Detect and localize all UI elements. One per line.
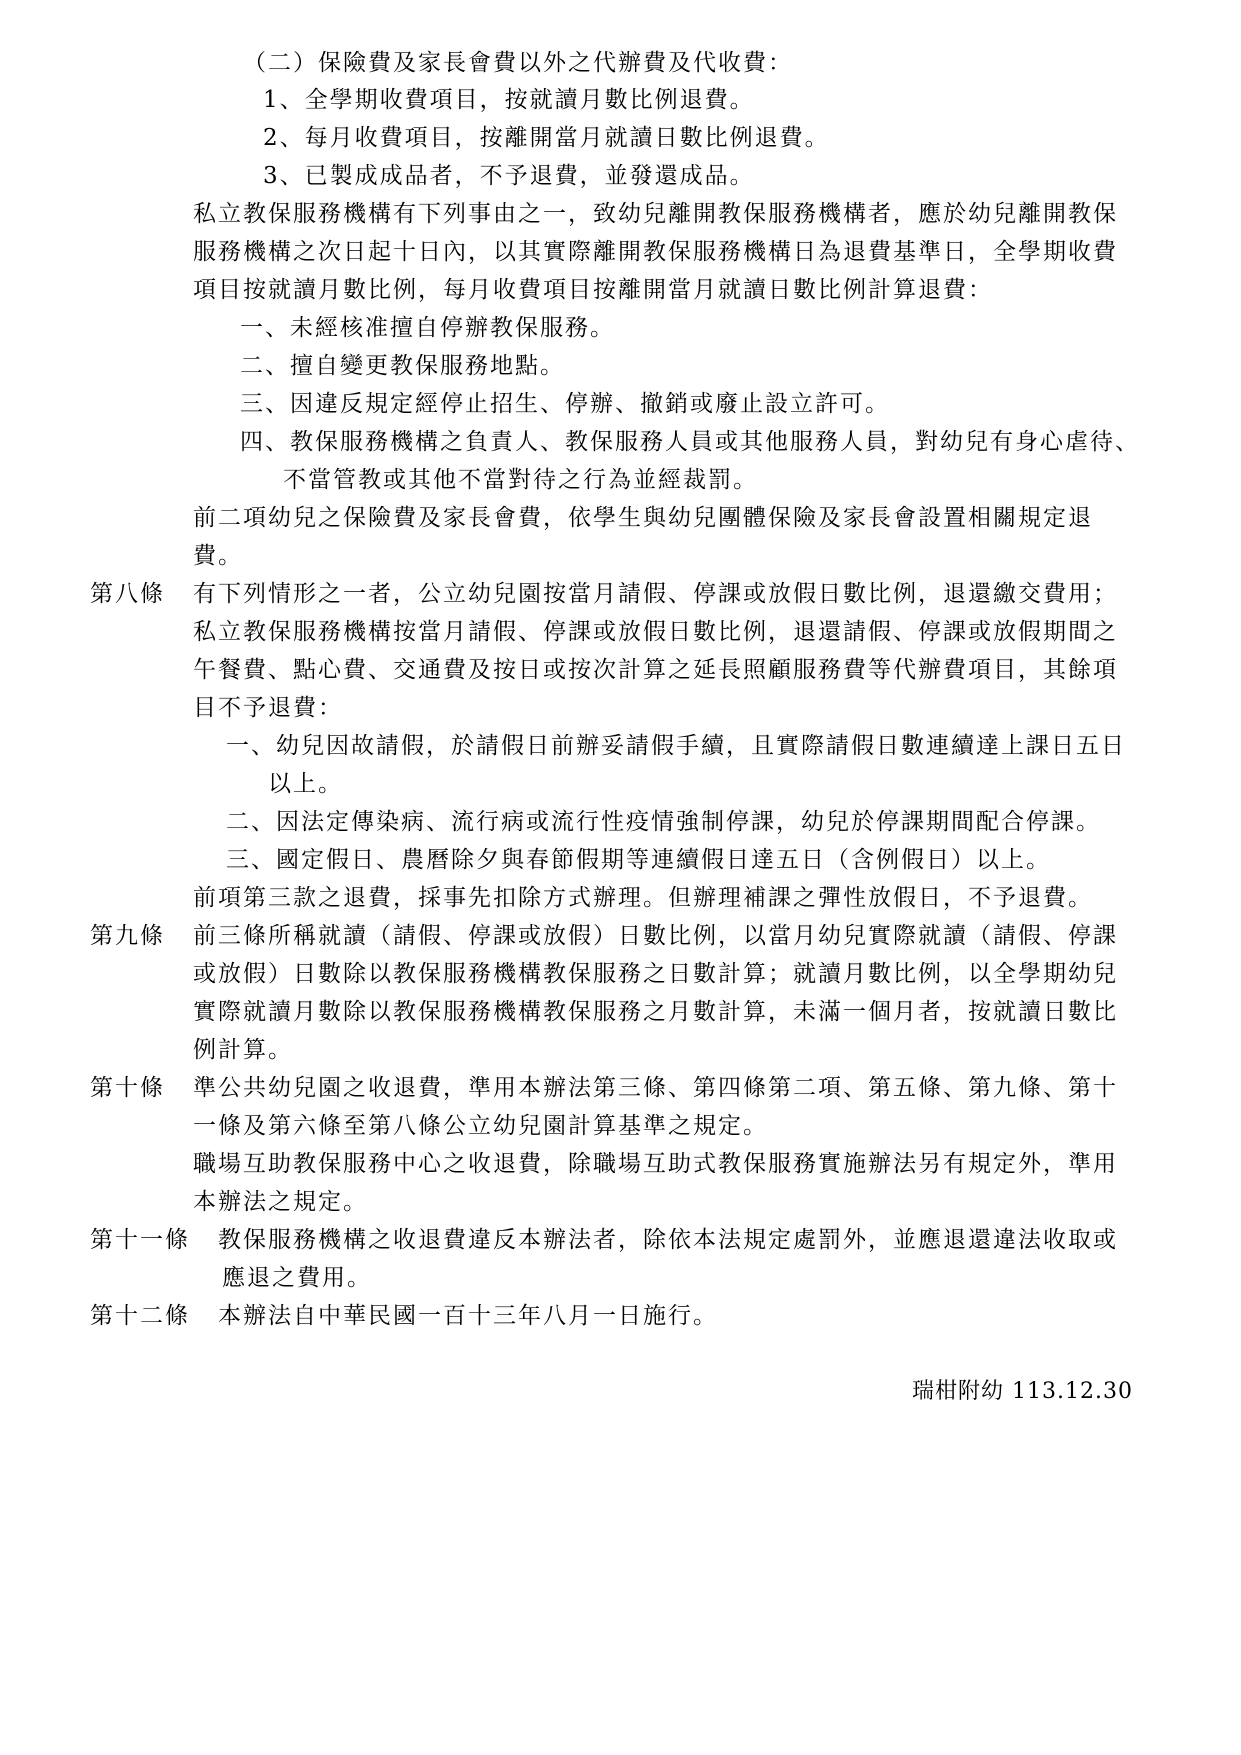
article-9-label: 第九條: [90, 923, 165, 949]
article-8-line: 目不予退費：: [193, 695, 343, 721]
subsection-item-1: 1、全學期收費項目，按就讀月數比例退費。: [263, 87, 755, 113]
paragraph-line: 服務機構之次日起十日內，以其實際離開教保服務機構日為退費基準日，全學期收費: [193, 239, 1118, 265]
article-12-label: 第十二條: [90, 1303, 190, 1329]
article-9-line: 實際就讀月數除以教保服務機構教保服務之月數計算，未滿一個月者，按就讀日數比: [193, 999, 1118, 1025]
article-8-line: 私立教保服務機構按當月請假、停課或放假日數比例，退還請假、停課或放假期間之: [193, 619, 1118, 645]
list-item: 四、教保服務機構之負責人、教保服務人員或其他服務人員，對幼兒有身心虐待、: [240, 429, 1140, 455]
paragraph-line: 前二項幼兒之保險費及家長會費，依學生與幼兒團體保險及家長會設置相關規定退: [193, 505, 1093, 531]
subsection-item-2: 2、每月收費項目，按離開當月就讀日數比例退費。: [263, 125, 830, 151]
article-8-line: 午餐費、點心費、交通費及按日或按次計算之延長照顧服務費等代辦費項目，其餘項: [193, 657, 1118, 683]
list-item: 二、擅自變更教保服務地點。: [240, 353, 565, 379]
article-9-line: 前三條所稱就讀（請假、停課或放假）日數比例，以當月幼兒實際就讀（請假、停課: [193, 923, 1118, 949]
article-11-line: 教保服務機構之收退費違反本辦法者，除依本法規定處罰外，並應退還違法收取或: [218, 1227, 1118, 1253]
article-10-line: 職場互助教保服務中心之收退費，除職場互助式教保服務實施辦法另有規定外，準用: [193, 1151, 1118, 1177]
paragraph-line: 私立教保服務機構有下列事由之一，致幼兒離開教保服務機構者，應於幼兒離開教保: [193, 201, 1118, 227]
article-11-line: 應退之費用。: [222, 1265, 372, 1291]
article-10-line: 準公共幼兒園之收退費，準用本辦法第三條、第四條第二項、第五條、第九條、第十: [193, 1075, 1118, 1101]
paragraph-line: 前項第三款之退費，採事先扣除方式辦理。但辦理補課之彈性放假日，不予退費。: [193, 885, 1093, 911]
footer-signature: 瑞柑附幼 113.12.30: [912, 1379, 1133, 1404]
subsection-item-3: 3、已製成成品者，不予退費，並發還成品。: [263, 163, 755, 189]
paragraph-line: 項目按就讀月數比例，每月收費項目按離開當月就讀日數比例計算退費：: [193, 277, 993, 303]
article-8-line: 有下列情形之一者，公立幼兒園按當月請假、停課或放假日數比例，退還繳交費用；: [193, 581, 1118, 607]
article-10-label: 第十條: [90, 1075, 165, 1101]
subsection-2-heading: （二）保險費及家長會費以外之代辦費及代收費：: [243, 50, 793, 76]
article-9-line: 或放假）日數除以教保服務機構教保服務之日數計算；就讀月數比例，以全學期幼兒: [193, 961, 1118, 987]
list-item: 一、未經核准擅自停辦教保服務。: [240, 315, 615, 341]
list-item: 二、因法定傳染病、流行病或流行性疫情強制停課，幼兒於停課期間配合停課。: [226, 809, 1101, 835]
list-item-continuation: 不當管教或其他不當對待之行為並經裁罰。: [283, 467, 758, 493]
list-item-continuation: 以上。: [268, 771, 343, 797]
list-item: 三、國定假日、農曆除夕與春節假期等連續假日達五日（含例假日）以上。: [226, 847, 1051, 873]
article-11-label: 第十一條: [90, 1227, 190, 1253]
list-item: 三、因違反規定經停止招生、停辦、撤銷或廢止設立許可。: [240, 391, 890, 417]
article-12-line: 本辦法自中華民國一百十三年八月一日施行。: [218, 1303, 718, 1329]
article-10-line: 本辦法之規定。: [193, 1189, 368, 1215]
paragraph-line: 費。: [193, 543, 243, 569]
list-item: 一、幼兒因故請假，於請假日前辦妥請假手續，且實際請假日數連續達上課日五日: [226, 733, 1126, 759]
article-9-line: 例計算。: [193, 1037, 293, 1063]
article-8-label: 第八條: [90, 581, 165, 607]
article-10-line: 一條及第六條至第八條公立幼兒園計算基準之規定。: [193, 1113, 768, 1139]
